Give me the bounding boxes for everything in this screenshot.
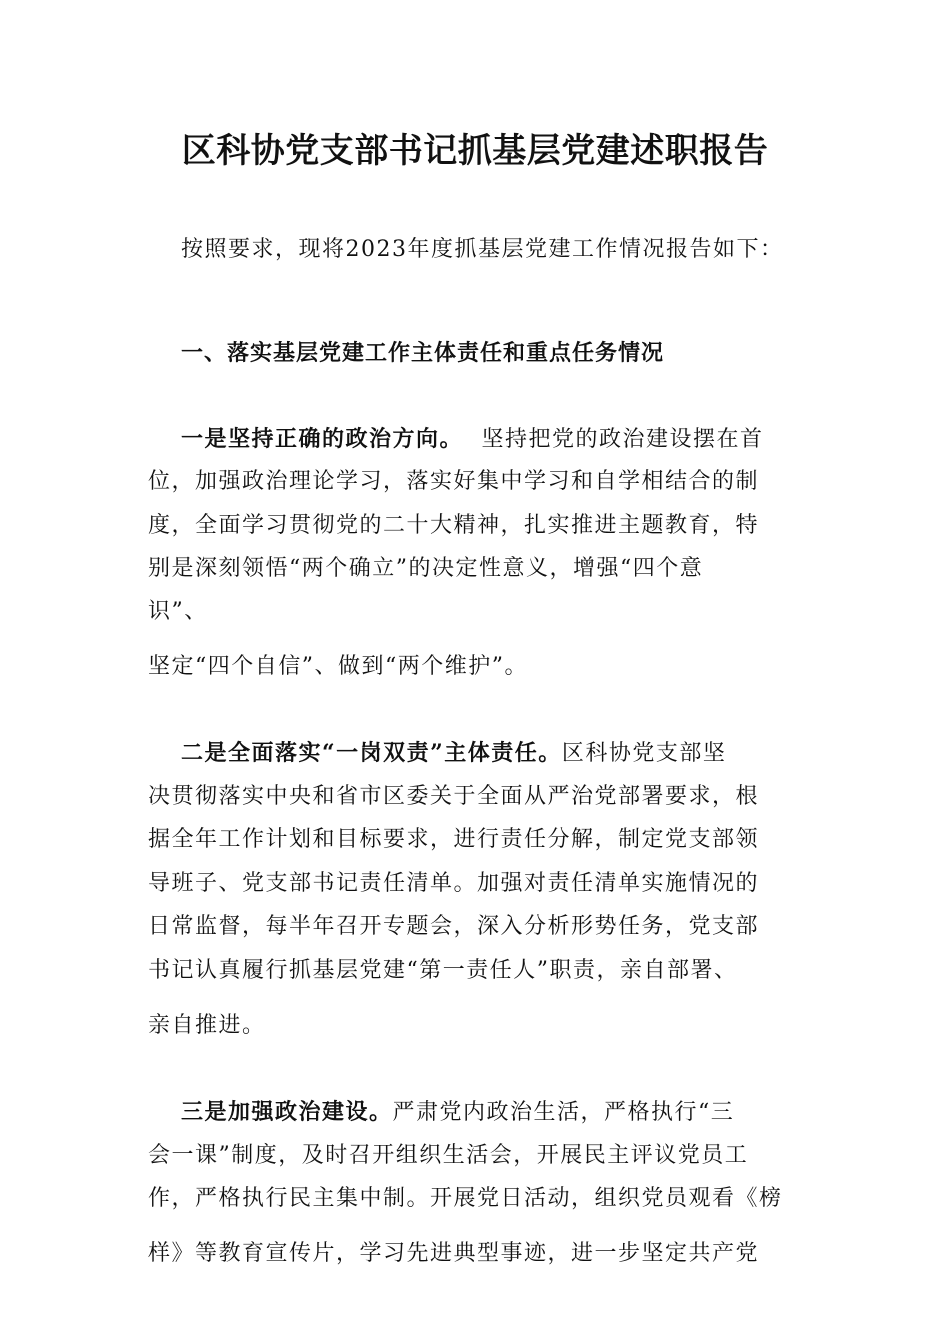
paragraph-text: 严肃党内政治生活，严格执行“三 (392, 1100, 735, 1125)
paragraph-line: 样》等教育宣传片，学习先进典型事迹，进一步坚定共产党 (148, 1241, 760, 1266)
paragraph-line: 会一课”制度，及时召开组织生活会，开展民主评议党员工 (148, 1143, 749, 1168)
paragraph-line: 识”、 (148, 599, 208, 624)
section-heading: 一、落实基层党建工作主体责任和重点任务情况 (181, 341, 665, 366)
paragraph-lead: 二是全面落实“一岗双责”主体责任。 (181, 740, 562, 766)
paragraph-line (181, 419, 764, 460)
intro-paragraph: 按照要求，现将2023年度抓基层党建工作情况报告如下： (181, 237, 784, 262)
paragraph-line: 坚定“四个自信”、做到“两个维护”。 (148, 654, 528, 679)
document-title: 区科协党支部书记抓基层党建述职报告 (181, 131, 769, 171)
paragraph-line: 导班子、党支部书记责任清单。加强对责任清单实施情况的 (148, 871, 760, 896)
paragraph-text: 坚持把党的政治建设摆在首 (481, 427, 764, 452)
paragraph-line: 作，严格执行民主集中制。开展党日活动，组织党员观看《榜 (148, 1186, 783, 1211)
paragraph-lead: 一是坚持正确的政治方向。 (181, 426, 464, 452)
paragraph-line: 度，全面学习贯彻党的二十大精神，扎实推进主题教育，特 (148, 513, 760, 538)
paragraph-line: 别是深刻领悟“两个确立”的决定性意义，增强“四个意 (148, 556, 704, 581)
paragraph-line (181, 1092, 734, 1133)
paragraph-lead: 三是加强政治建设。 (181, 1099, 393, 1125)
paragraph-line: 据全年工作计划和目标要求，进行责任分解，制定党支部领 (148, 827, 760, 852)
paragraph-line: 亲自推进。 (148, 1013, 266, 1038)
paragraph-line: 位，加强政治理论学习，落实好集中学习和自学相结合的制 (148, 469, 760, 494)
paragraph-line: 决贯彻落实中央和省市区委关于全面从严治党部署要求，根 (148, 784, 760, 809)
paragraph-line: 书记认真履行抓基层党建“第一责任人”职责，亲自部署、 (148, 958, 738, 983)
paragraph-line (181, 733, 726, 774)
paragraph-text: 区科协党支部坚 (561, 741, 727, 766)
paragraph-line: 日常监督，每半年召开专题会，深入分析形势任务，党支部 (148, 914, 760, 939)
